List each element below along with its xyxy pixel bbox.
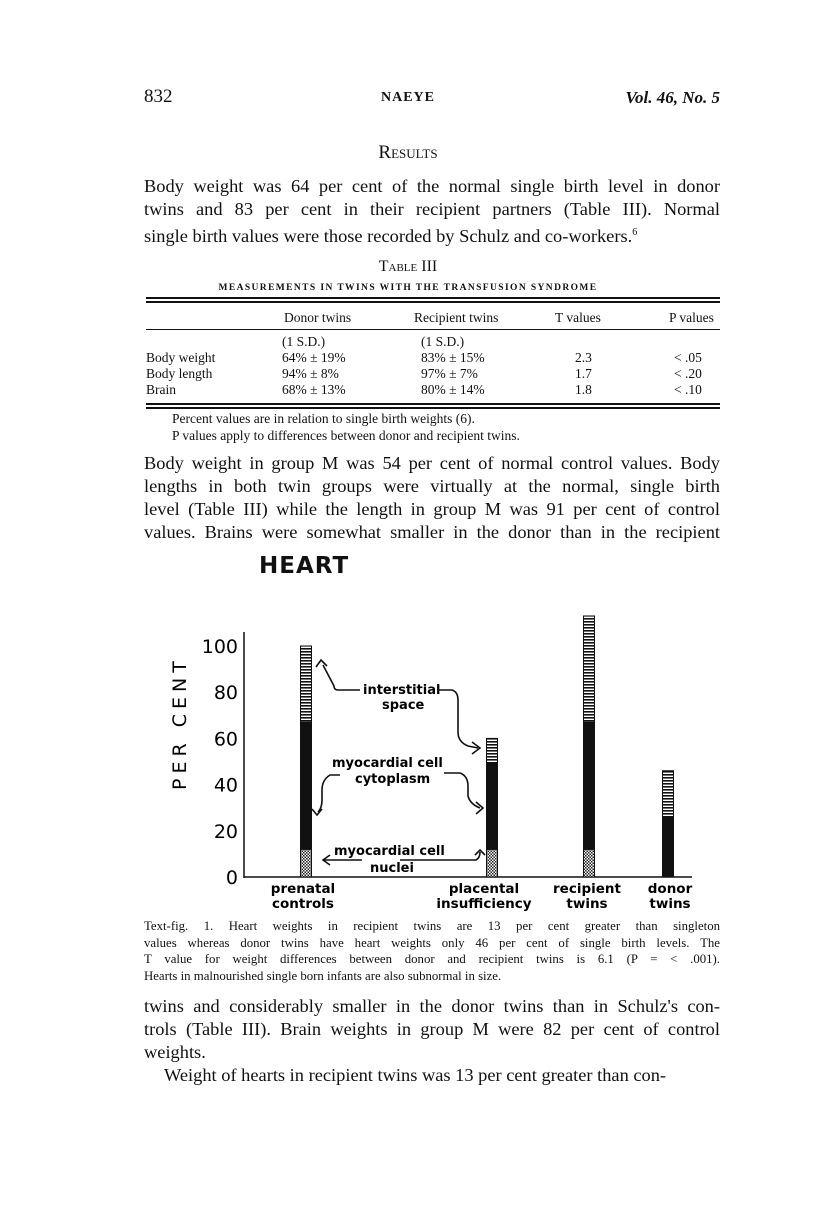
bar-segment-myocardial-cell-cytoplasm [487, 764, 498, 849]
figure-caption [144, 918, 720, 984]
table-note: Percent values are in relation to single birth weights (6). [172, 411, 475, 426]
reference-superscript: 6 [632, 227, 638, 238]
x-tick-label: prenatal [270, 881, 336, 897]
bar-segment-myocardial-cell-cytoplasm [301, 722, 312, 849]
bar-segment-interstitial-space [487, 738, 498, 763]
cell-recipient: 97% ± 7% [421, 366, 478, 381]
col-header-donor: Donor twins [284, 310, 352, 325]
paragraph-line: Weight of hearts in recipient twins was 13 per cent greater than con- [164, 1065, 667, 1085]
x-tick-label: placental [448, 881, 520, 897]
paragraph-line: Body weight was 64 per cent of the normal single birth level in donor [144, 176, 720, 196]
annotation-cytoplasm-line1: myocardial cell [332, 756, 443, 771]
col-header-p: P values [669, 310, 714, 325]
paragraph-line: twins and 83 per cent in their recipient partners (Table III). Normal [144, 199, 720, 219]
arrow-cytoplasm-right [444, 773, 480, 808]
row-label: Body length [146, 366, 213, 381]
section-heading: Results [378, 142, 438, 163]
annotation-interstitial-line2: space [382, 698, 425, 713]
cell-p: < .10 [674, 382, 702, 397]
table-note: P values apply to differences between donor and recipient twins. [172, 428, 520, 443]
paragraph-3 [144, 995, 720, 1064]
bar-segment-myocardial-cell-cytoplasm [663, 817, 674, 877]
x-tick-label: twins [649, 896, 691, 912]
arrow-interstitial-right [438, 690, 478, 748]
cell-t: 1.7 [575, 366, 592, 381]
sd-label-recipient: (1 S.D.) [421, 334, 465, 349]
annotation-interstitial-line1: interstitial [363, 683, 441, 698]
y-tick-label: 0 [225, 867, 238, 889]
paragraph-4 [144, 1064, 720, 1087]
table-title: Table III [378, 258, 438, 275]
cell-t: 2.3 [575, 350, 592, 365]
x-tick-label: recipient [553, 881, 621, 897]
annotation-cytoplasm-line2: cytoplasm [355, 772, 431, 787]
paragraph-line: values. Brains were somewhat smaller in the donor than in the recipient [144, 522, 720, 542]
cell-recipient: 83% ± 15% [421, 350, 485, 365]
arrow-cytoplasm-left [318, 775, 340, 812]
cell-donor: 94% ± 8% [282, 366, 339, 381]
y-tick-label: 60 [213, 728, 238, 751]
arrowhead [312, 809, 322, 815]
bar-segment-interstitial-space [584, 616, 595, 722]
bar-segment-myocardial-cell-nuclei [584, 849, 595, 877]
figure-title: HEART [259, 553, 350, 579]
annotation-nuclei-line2: nuclei [370, 861, 414, 876]
row-label: Body weight [146, 350, 216, 365]
cell-p: < .05 [674, 350, 702, 365]
cell-donor: 64% ± 19% [282, 350, 346, 365]
col-header-recipient: Recipient twins [414, 310, 499, 325]
caption-line: Text-fig. 1. Heart weights in recipient twins are 13 per cent greater than singleton [144, 919, 720, 933]
bar-segment-myocardial-cell-cytoplasm [584, 722, 595, 849]
paragraph-line: twins and considerably smaller in the donor twins than in Schulz's con- [144, 996, 720, 1016]
x-tick-label: donor [647, 881, 693, 897]
table-subtitle: MEASUREMENTS IN TWINS WITH THE TRANSFUSION SYNDROME [218, 283, 598, 293]
y-tick-label: 80 [213, 682, 238, 705]
y-tick-label: 100 [201, 636, 238, 658]
arrow-interstitial-left [323, 665, 360, 690]
row-label: Brain [146, 382, 176, 397]
caption-line: T value for weight differences between donor and recipient twins is 6.1 (P = < .001). [144, 952, 720, 966]
bar-segment-myocardial-cell-nuclei [487, 849, 498, 877]
cell-p: < .20 [674, 366, 702, 381]
y-tick-label: 40 [213, 774, 238, 797]
paragraph-line-text: single birth values were those recorded by Schulz and co-workers. [144, 226, 633, 247]
bar-segment-myocardial-cell-nuclei [301, 849, 312, 877]
paragraph-line: trols (Table III). Brain weights in group M were 82 per cent of control [144, 1019, 720, 1039]
x-tick-label: controls [272, 896, 334, 912]
x-tick-label: insufficiency [436, 896, 532, 912]
paragraph-line: level (Table III) while the length in group M was 91 per cent of control [144, 499, 720, 519]
cell-t: 1.8 [575, 382, 592, 397]
y-axis-label: PER CENT [169, 656, 191, 790]
bar-segment-interstitial-space [663, 771, 674, 817]
caption-line: Hearts in malnourished single born infants are also subnormal in size. [144, 968, 502, 983]
col-header-t: T values [555, 310, 601, 325]
x-tick-label: twins [566, 896, 608, 912]
y-tick-label: 20 [213, 820, 238, 843]
page-number: 832 [144, 86, 173, 107]
annotation-nuclei-line1: myocardial cell [334, 844, 445, 859]
paragraph-line: lengths in both twin groups were virtually at the normal, single birth [144, 476, 720, 496]
arrowhead [316, 660, 327, 667]
bar-segment-interstitial-space [301, 646, 312, 722]
caption-line: values whereas donor twins have heart weights only 46 per cent of single birth levels. The [144, 935, 720, 950]
running-author: NAEYE [380, 90, 435, 105]
paragraph-line: Body weight in group M was 54 per cent of normal control values. Body [144, 453, 720, 473]
volume-info: Vol. 46, No. 5 [625, 88, 720, 107]
cell-donor: 68% ± 13% [282, 382, 346, 397]
cell-recipient: 80% ± 14% [421, 382, 485, 397]
sd-label-donor: (1 S.D.) [282, 334, 326, 349]
paragraph-line: weights. [144, 1042, 206, 1062]
